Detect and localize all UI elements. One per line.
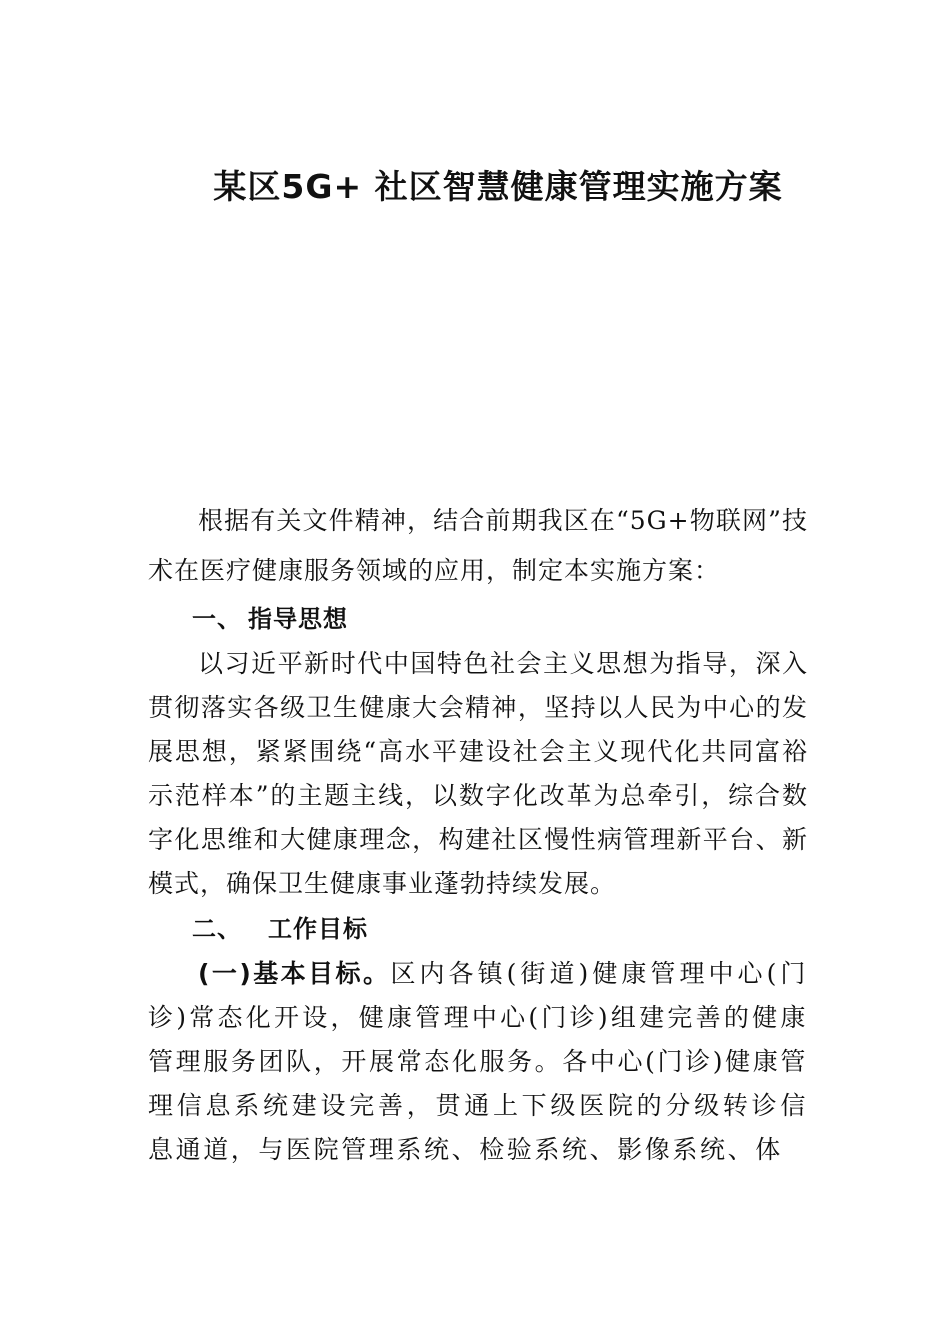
section-heading-text: 工作目标 xyxy=(268,915,368,943)
document-body xyxy=(148,496,808,1172)
section-heading-work-goals xyxy=(148,906,808,952)
intro-paragraph: 根据有关文件精神，结合前期我区在“5G+物联网”技术在医疗健康服务领域的应用，制定本实施方案： xyxy=(148,506,808,585)
section-number: 二、 xyxy=(192,915,242,943)
section-number: 一、 xyxy=(192,605,242,633)
guiding-ideology-paragraph: 以习近平新时代中国特色社会主义思想为指导，深入贯彻落实各级卫生健康大会精神，坚持以人民为中心的发展思想，紧紧围绕“高水平建设社会主义现代化共同富裕示范样本”的主题主线，以数字化改革为总牵引，综合数字化思维和大健康理念，构建社区慢性病管理新平台、新模式，确保卫生健康事业蓬勃持续发展。 xyxy=(148,649,808,898)
document-title: 某区5G+ 社区智慧健康管理实施方案 xyxy=(213,167,783,206)
basic-goal-text: 区内各镇(街道)健康管理中心(门诊)常态化开设，健康管理中心(门诊)组建完善的健康管理服务团队，开展常态化服务。各中心(门诊)健康管理信息系统建设完善，贯通上下级医院的分级转诊信息通道，与医院管理系统、检验系统、影像系统、体 xyxy=(148,959,808,1164)
basic-goal-lead: (一)基本目标。 xyxy=(198,959,391,988)
basic-goal-paragraph xyxy=(148,952,808,1172)
section-heading-guiding-ideology xyxy=(148,596,808,642)
section-heading-text: 指导思想 xyxy=(248,605,348,633)
